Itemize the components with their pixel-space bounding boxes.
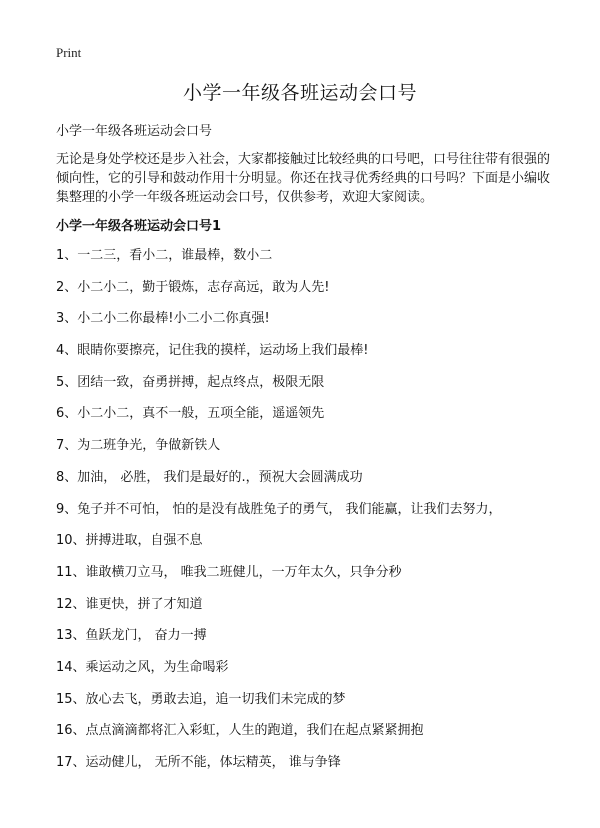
slogan-item: 12、谁更快，拼了才知道 [56,596,203,612]
document-subtitle: 小学一年级各班运动会口号 [56,124,213,139]
slogan-item: 6、小二小二，真不一般，五项全能，遥遥领先 [56,406,325,422]
slogan-item: 14、乘运动之风，为生命喝彩 [56,659,229,675]
slogan-item: 5、团结一致，奋勇拼搏，起点终点，极限无限 [56,374,325,390]
slogan-item: 7、为二班争光，争做新铁人 [56,438,221,454]
slogan-item: 17、运动健儿， 无所不能，体坛精英， 谁与争锋 [56,755,341,770]
slogan-item: 2、小二小二，勤于锻炼，志存高远，敢为人先! [56,279,330,295]
slogan-item: 13、鱼跃龙门， 奋力一搏 [56,628,207,644]
slogan-list [56,240,556,779]
slogan-item: 1、一二三，看小二，谁最棒，数小二 [56,248,273,263]
intro-paragraph: 无论是身处学校还是步入社会，大家都接触过比较经典的口号吧，口号往往带有很强的倾向性，它的引导和鼓动作用十分明显。你还在找寻优秀经典的口号吗？下面是小编收集整理的小学一年级各班运动会口号，仅供参考，欢迎大家阅读。 [56,152,551,205]
slogan-item: 16、点点滴滴都将汇入彩虹，人生的跑道，我们在起点紧紧拥抱 [56,723,424,739]
slogan-item: 9、兔子并不可怕， 怕的是没有战胜兔子的勇气， 我们能赢，让我们去努力， [56,501,502,517]
slogan-item: 11、谁敢横刀立马， 唯我二班健儿，一万年太久，只争分秒 [56,564,402,580]
slogan-item: 3、小二小二你最棒!小二小二你真强! [56,311,270,327]
page-title: 小学一年级各班运动会口号 [182,82,417,104]
slogan-item: 8、加油， 必胜， 我们是最好的.，预祝大会圆满成功 [56,469,363,485]
slogan-item: 10、拼搏进取，自强不息 [56,533,203,549]
section-heading: 小学一年级各班运动会口号1 [56,219,222,234]
print-link[interactable]: Print [56,45,82,60]
slogan-item: 4、眼睛你要擦亮，记住我的摸样，运动场上我们最棒! [56,343,369,359]
slogan-item: 15、放心去飞，勇敢去追，追一切我们未完成的梦 [56,691,346,707]
